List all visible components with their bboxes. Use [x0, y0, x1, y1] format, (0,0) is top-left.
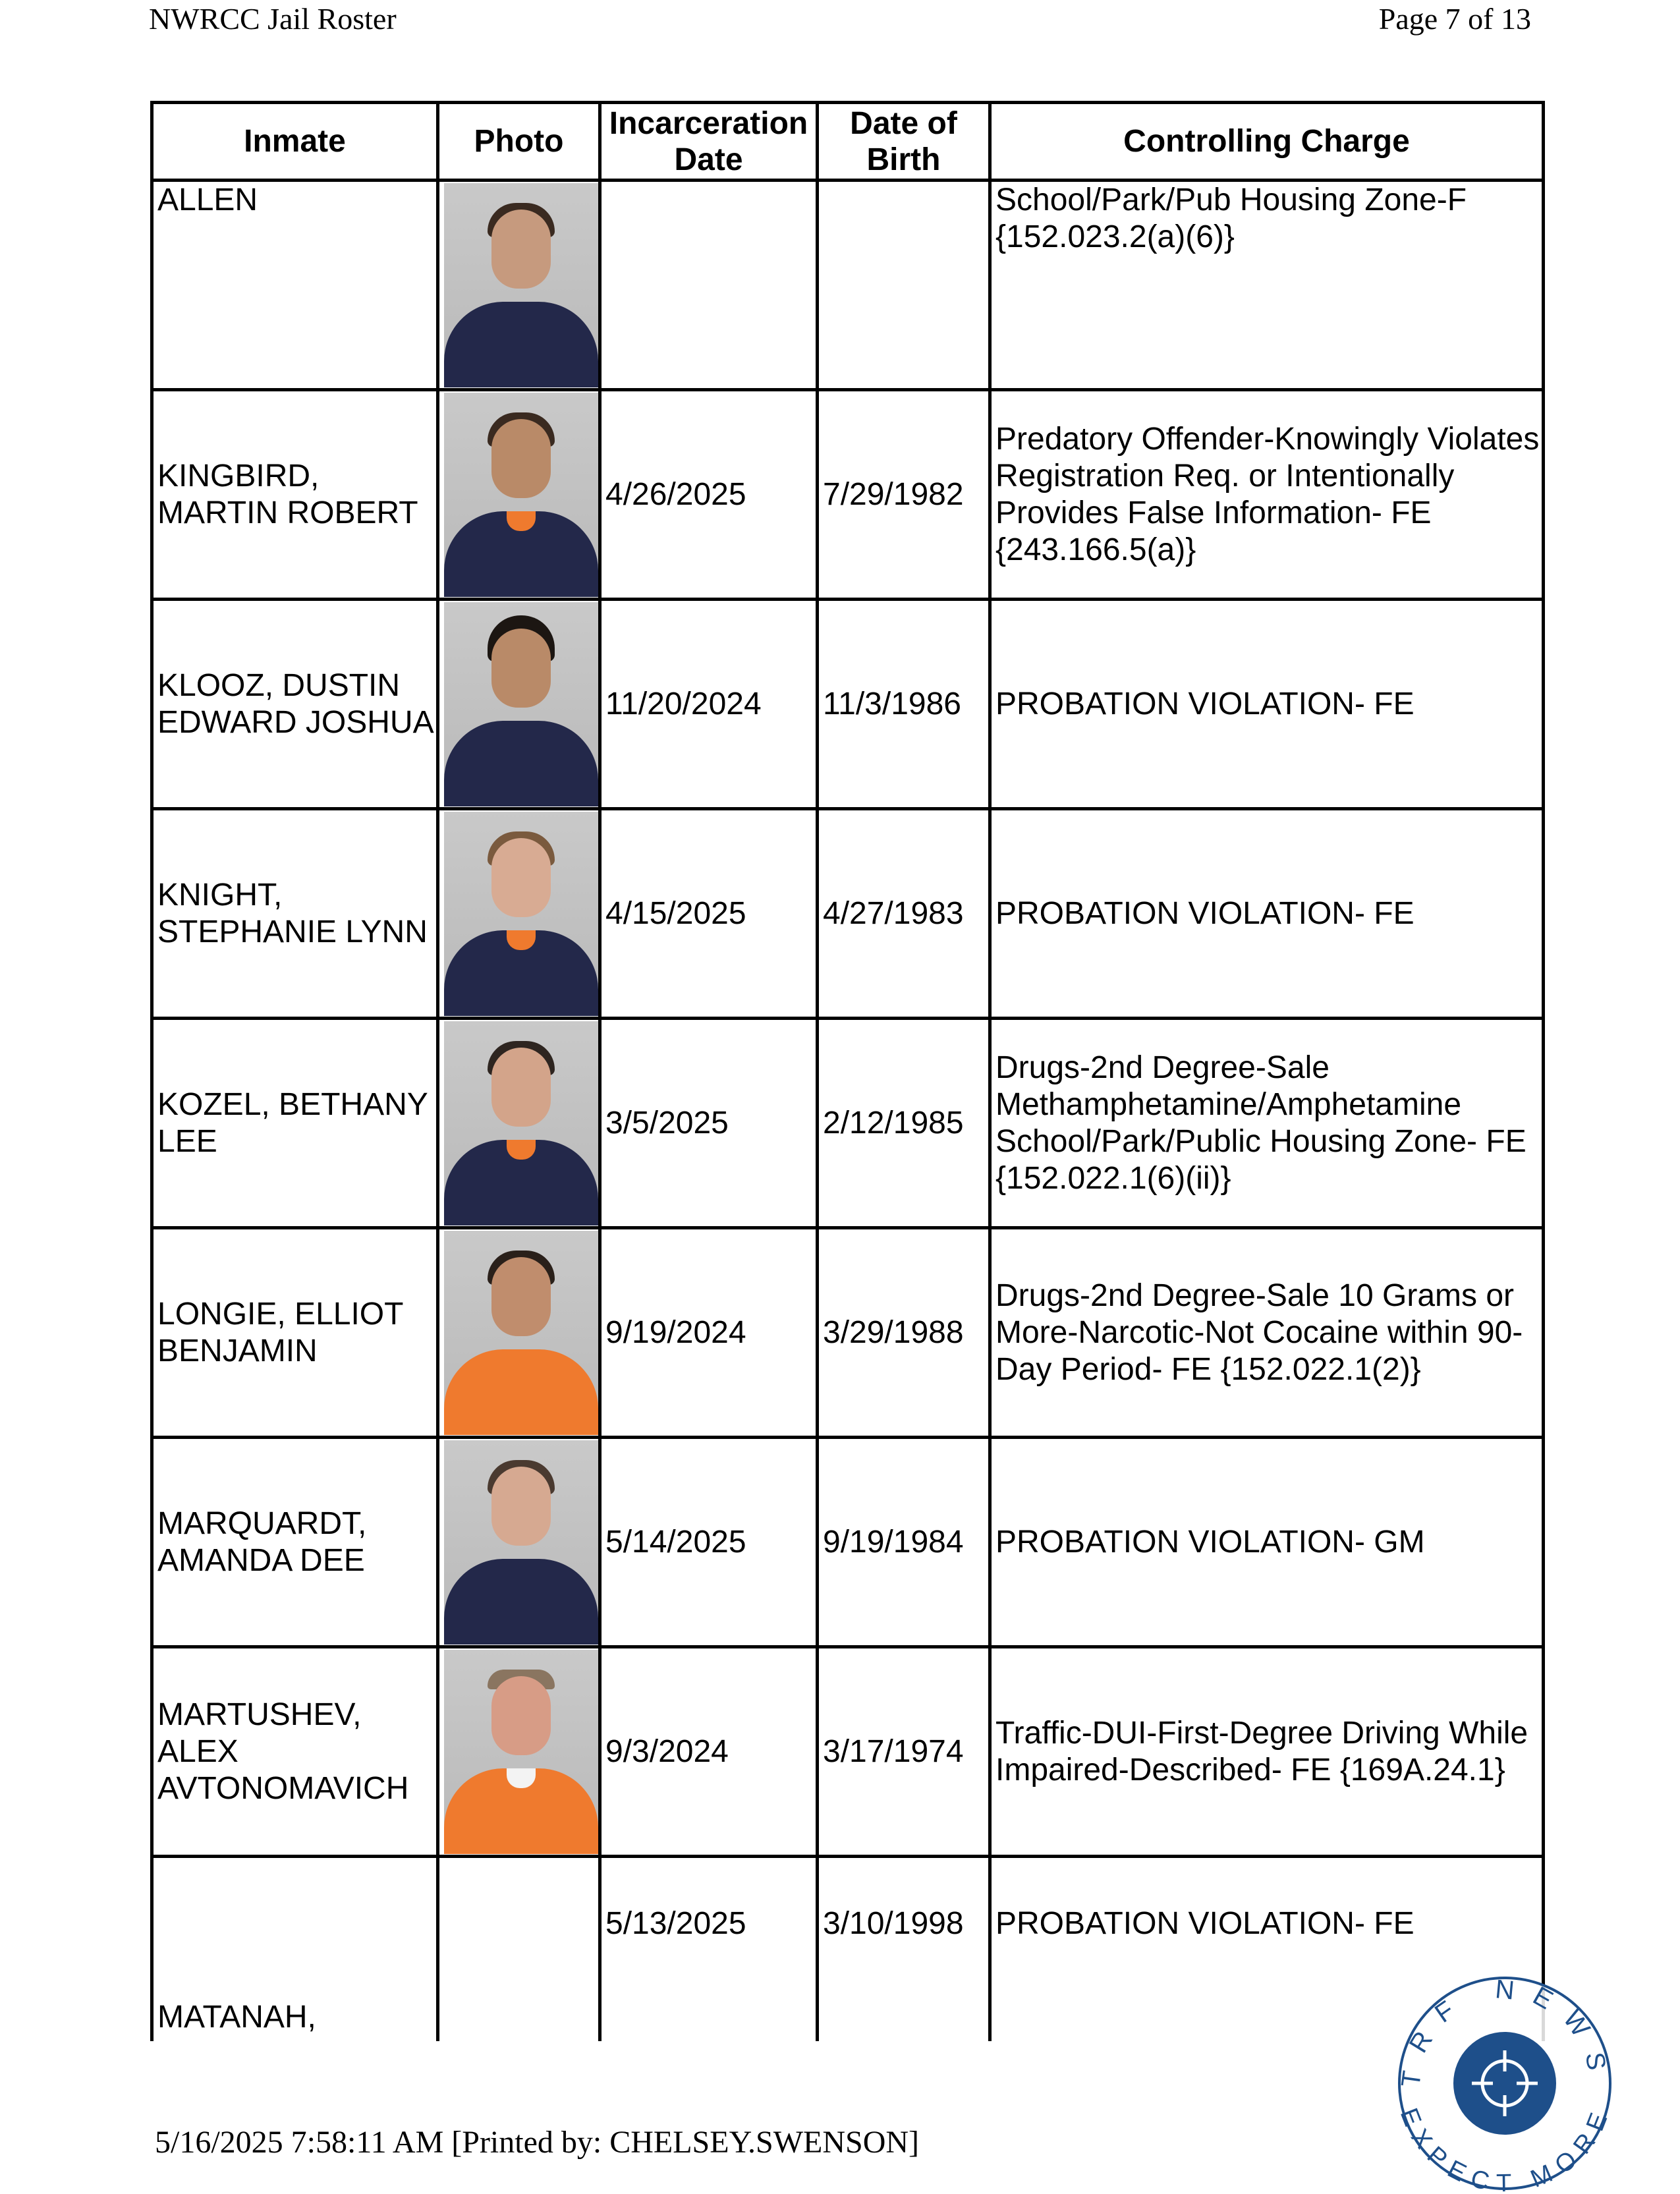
table-row — [152, 1647, 1544, 1857]
watermark-badge — [1453, 2032, 1556, 2135]
inmate-photo — [438, 1228, 600, 1438]
controlling-charge: PROBATION VIOLATION- FE — [990, 1857, 1544, 2042]
inmate-name: MATANAH, — [152, 1857, 438, 2042]
date-of-birth: 3/10/1998 — [818, 1857, 990, 2042]
col-inmate: Inmate — [152, 103, 438, 181]
table-row — [152, 1228, 1544, 1438]
date-of-birth: 7/29/1982 — [818, 390, 990, 600]
incarceration-date: 9/19/2024 — [600, 1228, 818, 1438]
inmate-photo — [438, 1647, 600, 1857]
page-number: Page 7 of 13 — [1378, 2, 1531, 36]
table-row — [152, 600, 1544, 809]
controlling-charge: PROBATION VIOLATION- GM — [990, 1438, 1544, 1647]
controlling-charge: School/Park/Pub Housing Zone-F {152.023.2(a)(6)} — [990, 181, 1544, 390]
table-row — [152, 1857, 1544, 2042]
date-of-birth: 2/12/1985 — [818, 1019, 990, 1228]
inmate-name: KNIGHT, STEPHANIE LYNN — [152, 809, 438, 1019]
inmate-photo — [438, 1019, 600, 1228]
incarceration-date: 4/15/2025 — [600, 809, 818, 1019]
incarceration-date: 5/14/2025 — [600, 1438, 818, 1647]
controlling-charge: Drugs-2nd Degree-Sale Methamphetamine/Amphetamine School/Park/Public Housing Zone- FE {152.022.1(6)(ii)} — [990, 1019, 1544, 1228]
incarceration-date: 4/26/2025 — [600, 390, 818, 600]
incarceration-date: 5/13/2025 — [600, 1857, 818, 2042]
controlling-charge: PROBATION VIOLATION- FE — [990, 809, 1544, 1019]
inmate-photo — [438, 181, 600, 390]
inmate-name: KOZEL, BETHANY LEE — [152, 1019, 438, 1228]
date-of-birth: 3/17/1974 — [818, 1647, 990, 1857]
watermark-top-text: TRF NEWS — [1396, 1975, 1614, 2089]
table-row — [152, 1019, 1544, 1228]
col-date-of-birth: Date of Birth — [818, 103, 990, 181]
incarceration-date: 9/3/2024 — [600, 1647, 818, 1857]
trf-news-watermark — [1394, 1973, 1615, 2194]
table-row — [152, 809, 1544, 1019]
controlling-charge: Drugs-2nd Degree-Sale 10 Grams or More-Narcotic-Not Cocaine within 90-Day Period- FE {152.022.1(2)} — [990, 1228, 1544, 1438]
roster-table — [150, 101, 1545, 2041]
inmate-photo — [438, 1438, 600, 1647]
date-of-birth — [818, 181, 990, 390]
incarceration-date: 3/5/2025 — [600, 1019, 818, 1228]
table-row — [152, 181, 1544, 390]
incarceration-date: 11/20/2024 — [600, 600, 818, 809]
col-photo: Photo — [438, 103, 600, 181]
inmate-name: ALLEN — [152, 181, 438, 390]
table-row — [152, 390, 1544, 600]
controlling-charge: PROBATION VIOLATION- FE — [990, 600, 1544, 809]
date-of-birth: 9/19/1984 — [818, 1438, 990, 1647]
incarceration-date — [600, 181, 818, 390]
print-footer: 5/16/2025 7:58:11 AM [Printed by: CHELSEY.SWENSON] — [155, 2125, 920, 2160]
inmate-name: KLOOZ, DUSTIN EDWARD JOSHUA — [152, 600, 438, 809]
inmate-name: KINGBIRD, MARTIN ROBERT — [152, 390, 438, 600]
col-incarceration-date: Incarceration Date — [600, 103, 818, 181]
date-of-birth: 11/3/1986 — [818, 600, 990, 809]
date-of-birth: 4/27/1983 — [818, 809, 990, 1019]
inmate-photo — [438, 600, 600, 809]
inmate-photo — [438, 1857, 600, 2042]
inmate-name: MARTUSHEV, ALEX AVTONOMAVICH — [152, 1647, 438, 1857]
inmate-photo — [438, 809, 600, 1019]
table-header-row — [152, 103, 1544, 181]
date-of-birth: 3/29/1988 — [818, 1228, 990, 1438]
table-row — [152, 1438, 1544, 1647]
controlling-charge: Traffic-DUI-First-Degree Driving While Impaired-Described- FE {169A.24.1} — [990, 1647, 1544, 1857]
inmate-name: LONGIE, ELLIOT BENJAMIN — [152, 1228, 438, 1438]
inmate-photo — [438, 390, 600, 600]
roster-title: NWRCC Jail Roster — [149, 2, 397, 36]
inmate-name: MARQUARDT, AMANDA DEE — [152, 1438, 438, 1647]
controlling-charge: Predatory Offender-Knowingly Violates Registration Req. or Intentionally Provides False Information- FE {243.166.5(a)} — [990, 390, 1544, 600]
watermark-bottom-text: EXPECT MORE — [1394, 2104, 1615, 2194]
col-controlling-charge: Controlling Charge — [990, 103, 1544, 181]
